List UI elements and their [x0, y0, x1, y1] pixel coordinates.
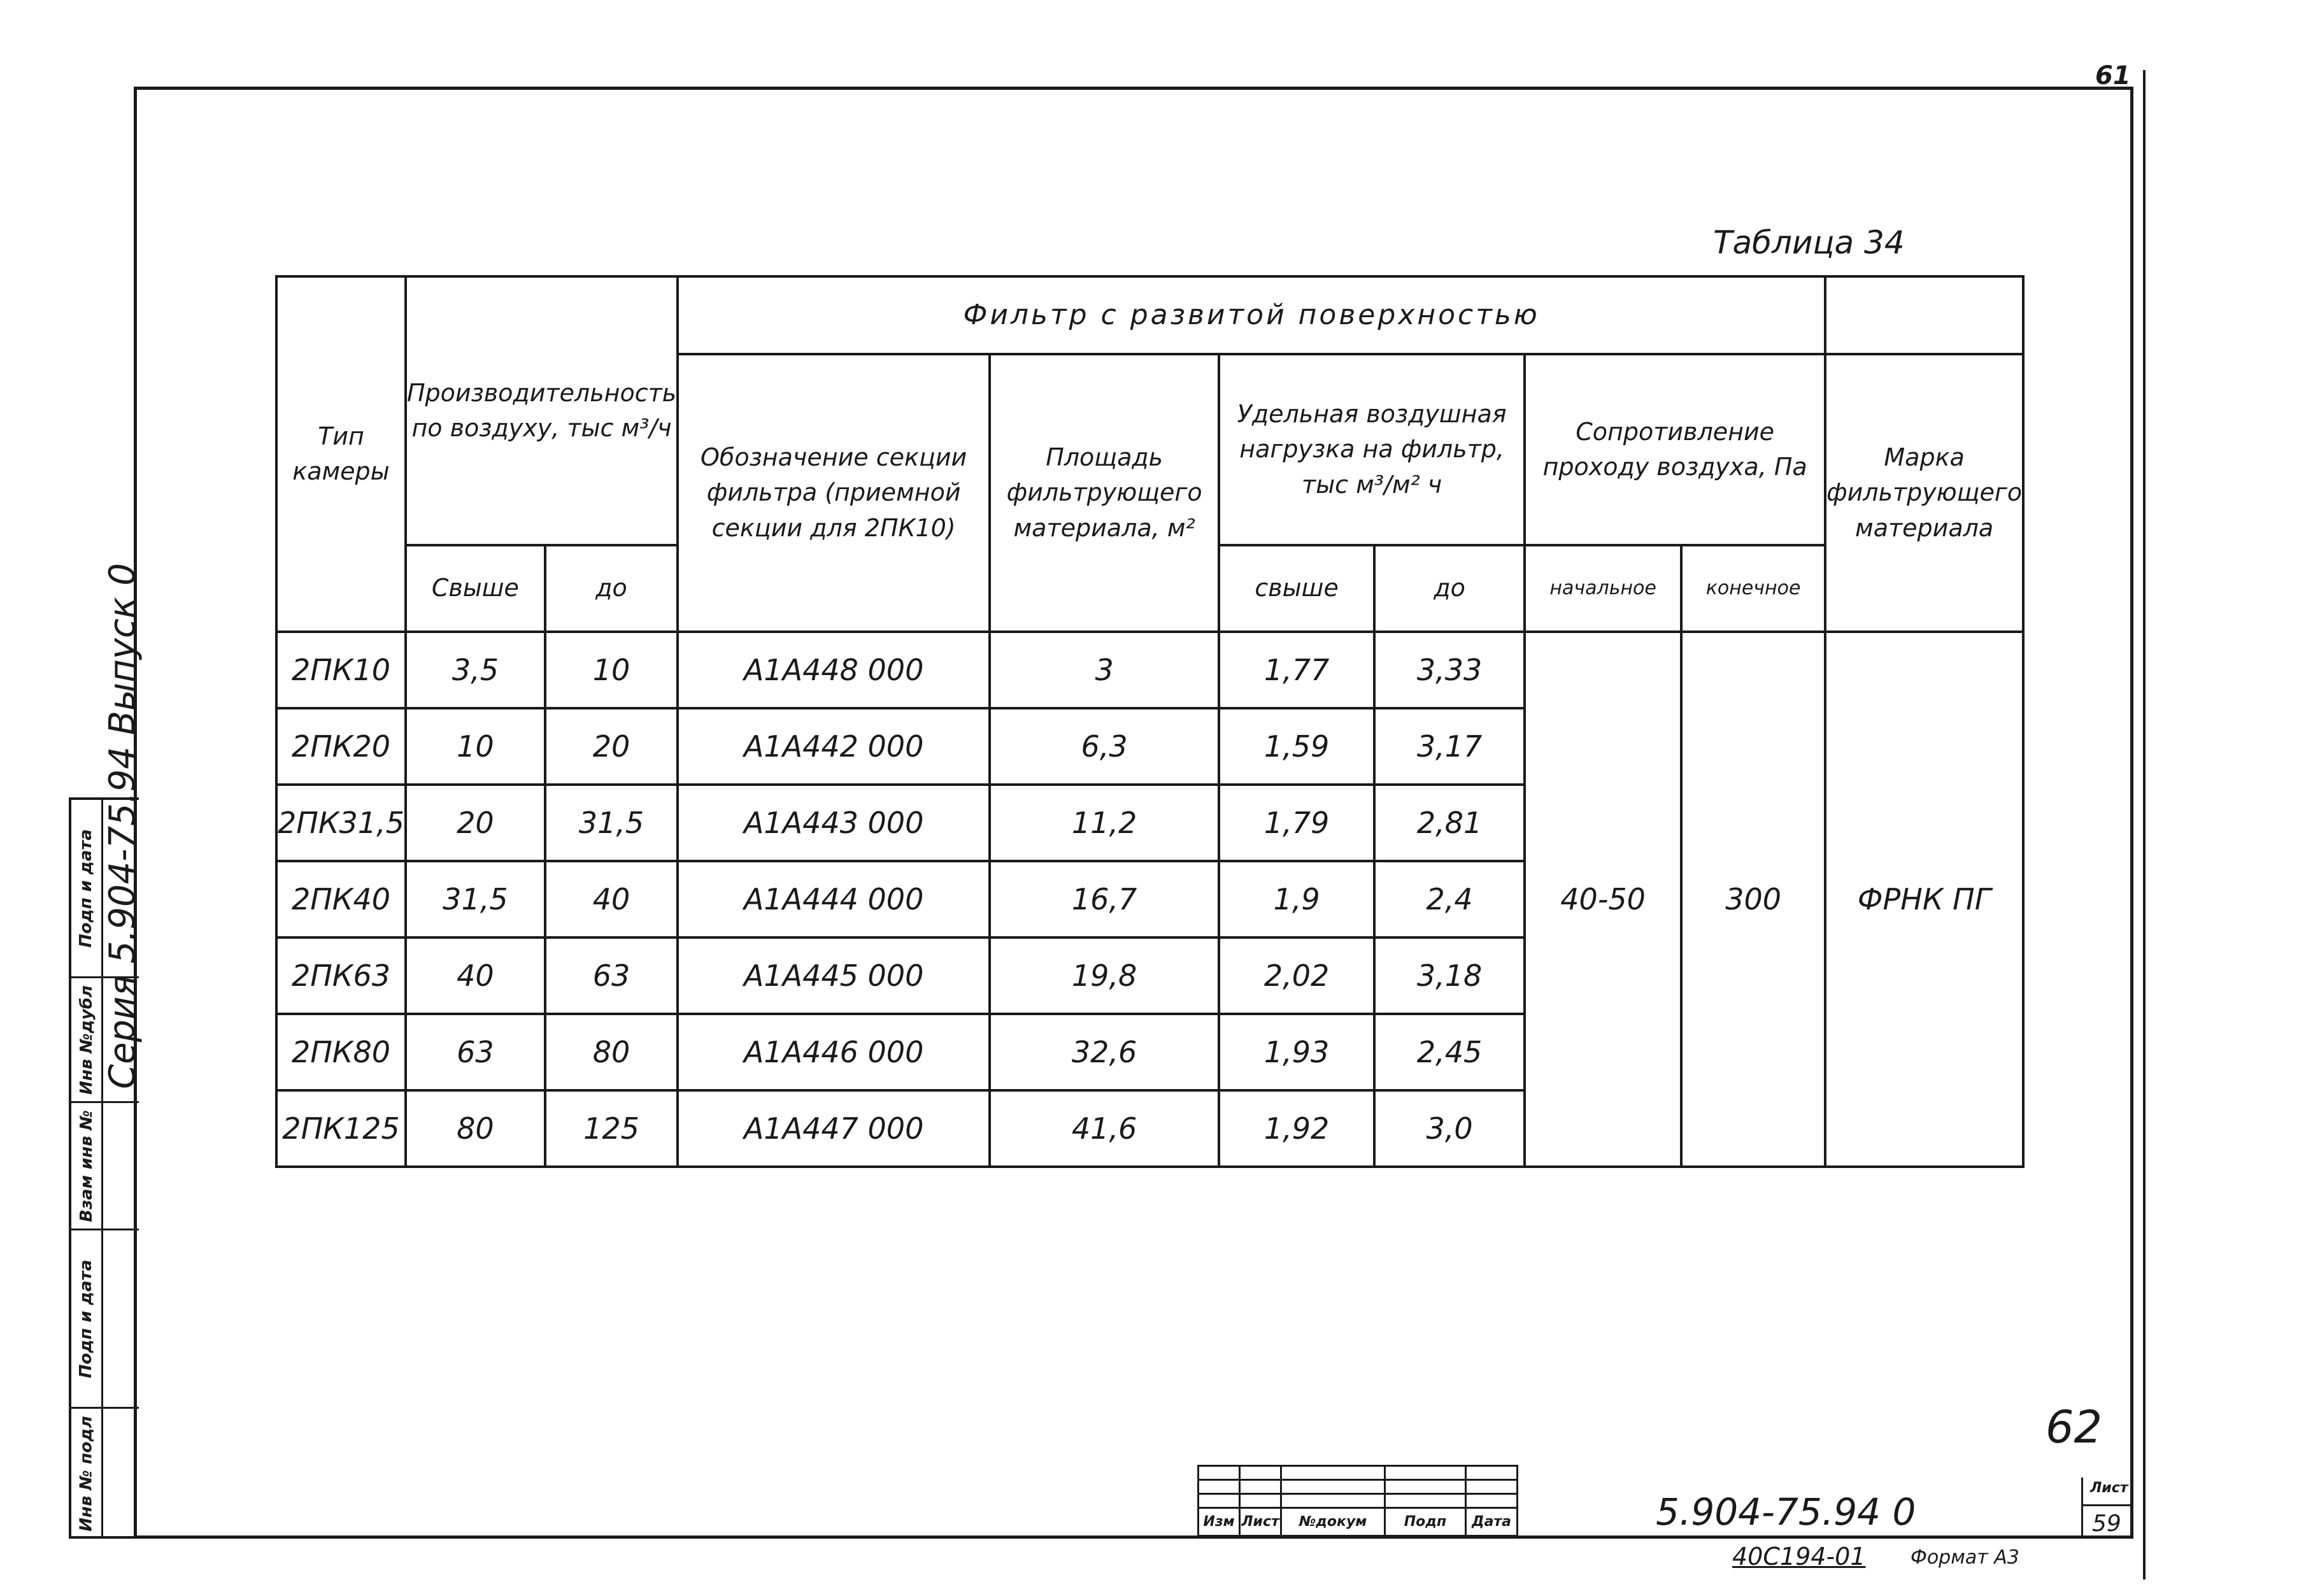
sub-over-load: свыше — [1219, 545, 1374, 632]
cell-area: 6,3 — [990, 708, 1219, 785]
cell-load-over: 1,9 — [1219, 861, 1374, 937]
cell-load-over: 1,77 — [1219, 632, 1374, 708]
filter-table — [275, 275, 2025, 1168]
cell-type: 2ПК31,5 — [276, 785, 406, 861]
cell-cap-to: 125 — [545, 1090, 678, 1167]
cell-section: А1А443 000 — [678, 785, 990, 861]
series-vertical-label: Серия 5.904-75.94 Выпуск 0 — [102, 562, 143, 1089]
header-resistance: Сопротивление проходу воздуха, Па — [1525, 354, 1825, 545]
header-load: Удельная воздушная нагрузка на фильтр, тыс м³/м² ч — [1219, 354, 1525, 545]
cell-cap-over: 31,5 — [406, 861, 545, 937]
header-empty — [1825, 276, 2023, 354]
sub-over: Свыше — [406, 545, 545, 632]
cell-type: 2ПК80 — [276, 1014, 406, 1090]
cell-load-to: 3,17 — [1374, 708, 1525, 785]
cell-cap-to: 10 — [545, 632, 678, 708]
sheet-number: 59 — [2092, 1511, 2121, 1537]
cell-cap-over: 63 — [406, 1014, 545, 1090]
cell-section: А1А446 000 — [678, 1014, 990, 1090]
header-capacity: Производительность по воздуху, тыс м³/ч — [406, 276, 678, 545]
cell-load-to: 2,45 — [1374, 1014, 1525, 1090]
sheet-divider — [2081, 1504, 2133, 1506]
cell-section: А1А447 000 — [678, 1090, 990, 1167]
header-area: Площадь фильтрующего материала, м² — [990, 354, 1219, 632]
cell-section: А1А448 000 — [678, 632, 990, 708]
cell-load-over: 1,59 — [1219, 708, 1374, 785]
cell-type: 2ПК40 — [276, 861, 406, 937]
left-strip — [69, 797, 139, 1539]
cell-area: 16,7 — [990, 861, 1219, 937]
header-section: Обозначение секции фильтра (приемной секции для 2ПК10) — [678, 354, 990, 632]
cell-section: А1А445 000 — [678, 937, 990, 1014]
cell-cap-over: 80 — [406, 1090, 545, 1167]
tb-label-list: Лист — [1240, 1508, 1281, 1536]
cell-cap-to: 80 — [545, 1014, 678, 1090]
cell-type: 2ПК20 — [276, 708, 406, 785]
cell-resistance-initial: 40-50 — [1525, 632, 1681, 1167]
cell-cap-to: 63 — [545, 937, 678, 1014]
strip-cell — [71, 800, 139, 978]
cell-cap-over: 3,5 — [406, 632, 545, 708]
tb-label-izm: Изм — [1199, 1508, 1240, 1536]
cell-area: 19,8 — [990, 937, 1219, 1014]
header-group: Фильтр с развитой поверхностью — [678, 276, 1825, 354]
cell-cap-to: 40 — [545, 861, 678, 937]
strip-label: Подп и дата — [76, 829, 96, 948]
strip-label: Подп и дата — [76, 1259, 96, 1378]
cell-load-over: 1,92 — [1219, 1090, 1374, 1167]
cell-type: 2ПК63 — [276, 937, 406, 1014]
cell-cap-over: 10 — [406, 708, 545, 785]
cell-area: 41,6 — [990, 1090, 1219, 1167]
tb-label-date: Дата — [1466, 1508, 1518, 1536]
strip-cell — [71, 1230, 139, 1409]
cell-area: 32,6 — [990, 1014, 1219, 1090]
sub-to: до — [545, 545, 678, 632]
title-block-grid — [1197, 1465, 1518, 1537]
sub-final: конечное — [1681, 545, 1825, 632]
tb-label-doc: №докум — [1281, 1508, 1385, 1536]
page-number-top: 61 — [2095, 61, 2131, 90]
table-row — [276, 632, 2023, 708]
sub-to-load: до — [1374, 545, 1525, 632]
sheet-label: Лист — [2090, 1480, 2128, 1496]
strip-cell — [71, 1409, 139, 1539]
strip-label: Инв №дубл — [76, 985, 96, 1095]
cell-area: 11,2 — [990, 785, 1219, 861]
cell-load-to: 3,18 — [1374, 937, 1525, 1014]
cell-load-over: 2,02 — [1219, 937, 1374, 1014]
cell-type: 2ПК125 — [276, 1090, 406, 1167]
format-label: Формат А3 — [1911, 1546, 2019, 1569]
cell-load-over: 1,79 — [1219, 785, 1374, 861]
cell-section: А1А444 000 — [678, 861, 990, 937]
cell-cap-to: 20 — [545, 708, 678, 785]
cell-cap-over: 20 — [406, 785, 545, 861]
header-type: Тип камеры — [276, 276, 406, 632]
strip-cell — [71, 978, 139, 1103]
strip-cell — [71, 1103, 139, 1230]
strip-label: Инв № подл — [76, 1416, 96, 1532]
header-material: Марка фильтрующего материала — [1825, 354, 2023, 632]
tb-label-sign: Подп — [1385, 1508, 1466, 1536]
cell-load-to: 2,81 — [1374, 785, 1525, 861]
cell-load-to: 3,0 — [1374, 1090, 1525, 1167]
handwritten-page-number: 62 — [2046, 1401, 2103, 1453]
strip-label: Взам инв № — [76, 1109, 96, 1222]
document-number: 5.904-75.94 0 — [1656, 1490, 1916, 1534]
cell-section: А1А442 000 — [678, 708, 990, 785]
sub-initial: начальное — [1525, 545, 1681, 632]
cell-material: ФРНК ПГ — [1825, 632, 2023, 1167]
table-title: Таблица 34 — [1713, 224, 1905, 261]
cell-type: 2ПК10 — [276, 632, 406, 708]
archive-stamp: 40С194-01 — [1732, 1543, 1866, 1571]
cell-area: 3 — [990, 632, 1219, 708]
frame-outer-line — [2143, 70, 2146, 1579]
cell-load-over: 1,93 — [1219, 1014, 1374, 1090]
cell-cap-over: 40 — [406, 937, 545, 1014]
cell-cap-to: 31,5 — [545, 785, 678, 861]
cell-load-to: 2,4 — [1374, 861, 1525, 937]
cell-resistance-final: 300 — [1681, 632, 1825, 1167]
cell-load-to: 3,33 — [1374, 632, 1525, 708]
